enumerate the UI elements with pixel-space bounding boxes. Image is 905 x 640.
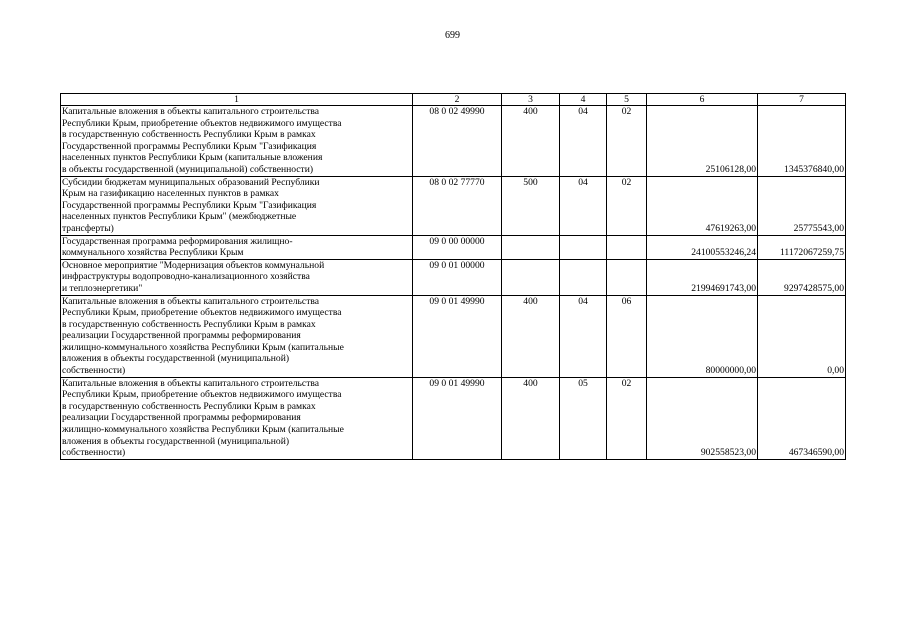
- subsection-cell: [607, 235, 647, 259]
- section-cell: 05: [560, 377, 607, 459]
- table-row: [61, 176, 846, 235]
- section-cell: [560, 235, 607, 259]
- target-code-cell: 08 0 02 77770: [413, 176, 502, 235]
- section-cell: 04: [560, 176, 607, 235]
- row-name-cell: Государственная программа реформирования жилищно- коммунального хозяйства Республики Крым: [61, 235, 413, 259]
- column-header-3: 3: [502, 94, 560, 106]
- subsection-cell: 06: [607, 295, 647, 377]
- column-header-2: 2: [413, 94, 502, 106]
- row-name-cell: Субсидии бюджетам муниципальных образований Республики Крым на газификацию населенных пунктов в рамках Государственной программы Республики Крым "Газификация населенных пунктов Республики Крым" (межбюджетные трансферты): [61, 176, 413, 235]
- expense-type-cell: 400: [502, 377, 560, 459]
- section-cell: [560, 259, 607, 295]
- subsection-cell: 02: [607, 176, 647, 235]
- table-header-row: [61, 94, 846, 106]
- column-header-4: 4: [560, 94, 607, 106]
- subsection-cell: [607, 259, 647, 295]
- amount-cell-col6: 902558523,00: [647, 377, 758, 459]
- column-header-5: 5: [607, 94, 647, 106]
- table-row: [61, 235, 846, 259]
- amount-cell-col6: 80000000,00: [647, 295, 758, 377]
- amount-cell-col6: 47619263,00: [647, 176, 758, 235]
- target-code-cell: 09 0 01 49990: [413, 377, 502, 459]
- subsection-cell: 02: [607, 377, 647, 459]
- page-number: 699: [445, 30, 460, 41]
- expense-type-cell: [502, 259, 560, 295]
- target-code-cell: 09 0 00 00000: [413, 235, 502, 259]
- subsection-cell: 02: [607, 106, 647, 177]
- amount-cell-col7: 11172067259,75: [758, 235, 846, 259]
- section-cell: 04: [560, 295, 607, 377]
- table-row: [61, 377, 846, 459]
- expense-type-cell: 400: [502, 106, 560, 177]
- amount-cell-col7: 25775543,00: [758, 176, 846, 235]
- section-cell: 04: [560, 106, 607, 177]
- amount-cell-col7: 0,00: [758, 295, 846, 377]
- budget-table: [60, 93, 846, 460]
- expense-type-cell: 400: [502, 295, 560, 377]
- expense-type-cell: 500: [502, 176, 560, 235]
- target-code-cell: 09 0 01 49990: [413, 295, 502, 377]
- amount-cell-col6: 21994691743,00: [647, 259, 758, 295]
- target-code-cell: 08 0 02 49990: [413, 106, 502, 177]
- expense-type-cell: [502, 235, 560, 259]
- target-code-cell: 09 0 01 00000: [413, 259, 502, 295]
- row-name-cell: Капитальные вложения в объекты капитального строительства Республики Крым, приобретение объектов недвижимого имущества в государственную собственность Республики Крым в рамках реализации Государственной программы реформирования жилищно-коммунального хозяйства Республики Крым (капитальные вложения в объекты государственной (муниципальной) собственности): [61, 295, 413, 377]
- row-name-cell: Капитальные вложения в объекты капитального строительства Республики Крым, приобретение объектов недвижимого имущества в государственную собственность Республики Крым в рамках Государственной программы Республики Крым "Газификация населенных пунктов Республики Крым (капитальные вложения в объекты государственной (муниципальной) собственности): [61, 106, 413, 177]
- amount-cell-col6: 24100553246,24: [647, 235, 758, 259]
- column-header-7: 7: [758, 94, 846, 106]
- column-header-6: 6: [647, 94, 758, 106]
- amount-cell-col7: 467346590,00: [758, 377, 846, 459]
- table-row: [61, 295, 846, 377]
- table-row: [61, 259, 846, 295]
- column-header-1: 1: [61, 94, 413, 106]
- row-name-cell: Капитальные вложения в объекты капитального строительства Республики Крым, приобретение объектов недвижимого имущества в государственную собственность Республики Крым в рамках реализации Государственной программы реформирования жилищно-коммунального хозяйства Республики Крым (капитальные вложения в объекты государственной (муниципальной) собственности): [61, 377, 413, 459]
- amount-cell-col6: 25106128,00: [647, 106, 758, 177]
- amount-cell-col7: 9297428575,00: [758, 259, 846, 295]
- table-row: [61, 106, 846, 177]
- amount-cell-col7: 1345376840,00: [758, 106, 846, 177]
- row-name-cell: Основное мероприятие "Модернизация объектов коммунальной инфраструктуры водопроводно-канализационного хозяйства и теплоэнергетики": [61, 259, 413, 295]
